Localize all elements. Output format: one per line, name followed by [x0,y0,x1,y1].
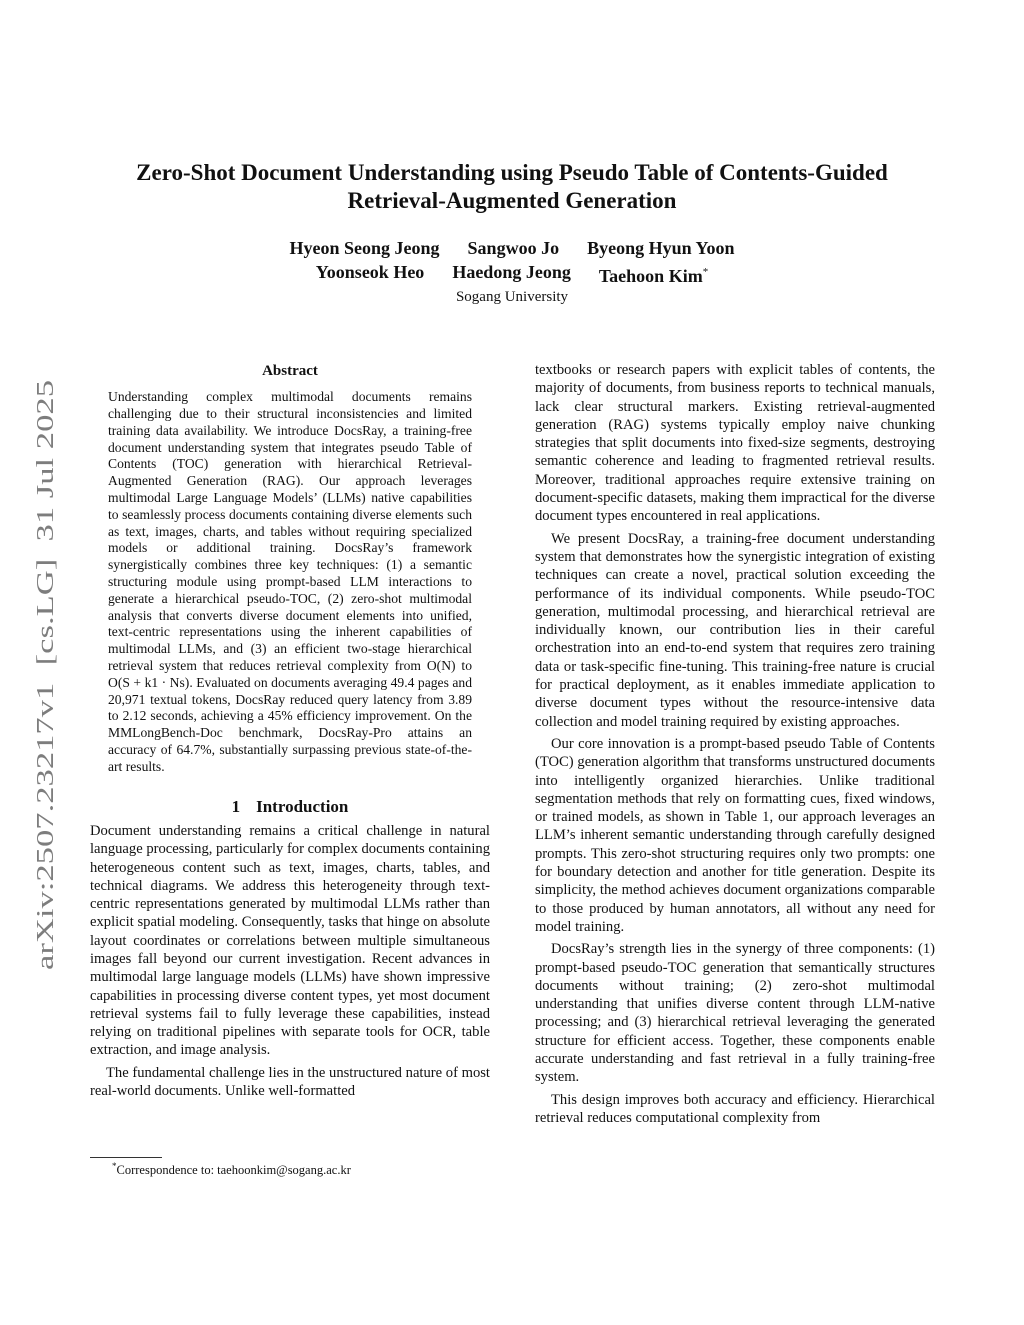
author-name: Hyeon Seong Jeong [289,238,440,258]
footnote-mark: * [112,1161,117,1171]
footnote [112,1161,351,1178]
body-paragraph: textbooks or research papers with explicit tables of contents, the majority of documents, from business reports to technical manuals, lack clear structural markers. Existing retrieval-augmented generation (RAG) systems typically employ naive chunking strategies that split documents into fixed-size segments, destroying semantic coherence and leading to fragmented retrieval results. Moreover, traditional approaches require extensive training on document-specific datasets, making them impractical for the diverse document types encountered in real applications. [535,362,935,525]
author-name: Sangwoo Jo [467,238,560,258]
author-row-1 [80,236,944,260]
abstract-text: Understanding complex multimodal documents remains challenging due to their structural inconsistencies and limited training data availability. We introduce DocsRay, a training-free document understanding system that integrates pseudo Table of Contents (TOC) generation with hierarchical Retrieval-Augmented Generation (RAG). Our approach leverages multimodal Large Language Models’ (LLMs) native capabilities to seamlessly process documents containing diverse elements such as text, images, charts, and tables without requiring specialized models or additional training. DocsRay’s framework synergistically combines three key techniques: (1) a semantic structuring module using prompt-based LLM interactions to generate a hierarchical pseudo-TOC, (2) zero-shot multimodal analysis that converts diverse document elements into unified, text-centric representations using the inherent capabilities of multimodal LLMs, and (3) an efficient two-stage hierarchical retrieval system that reduces retrieval complexity from O(N) to O(S + k1 · Ns). Evaluated on documents averaging 49.4 pages and 20,971 textual tokens, DocsRay reduced query latency from 3.89 to 2.12 seconds, achieving a 45% efficiency improvement. On the MMLongBench-Doc benchmark, DocsRay-Pro attains an accuracy of 64.7%, substantially surpassing previous state-of-the-art results. [108,389,472,774]
section-title: Introduction [256,796,349,816]
author-name-corresponding: Taehoon Kim* [598,266,709,286]
intro-paragraph: Document understanding remains a critical challenge in natural language processing, particularly for complex documents containing heterogeneous content such as text, images, charts, tables, and technical diagrams. We address this heterogeneity through text-centric representations generated by multimodal LLMs rather than explicit spatial modeling. Consequently, tasks that hinge on absolute layout coordinates or correlations between multiple simultaneous images fall beyond our current investigation. Recent advances in multimodal large language models (LLMs) have shown impressive capabilities in processing diverse content types, yet most document retrieval systems fail to fully leverage these capabilities, instead relying on traditional pipelines with separate tools for OCR, table extraction, and image analysis. [90,822,490,1059]
arxiv-identifier-text: arXiv:2507.23217v1 [cs.LG] 31 Jul 2025 [33,560,59,970]
affiliation: Sogang University [455,289,569,305]
abstract-heading: Abstract [262,363,318,379]
footnote-text: Correspondence to: taehoonkim@sogang.ac.kr [116,1163,351,1178]
author-block [80,236,944,288]
body-paragraph: This design improves both accuracy and efficiency. Hierarchical retrieval reduces computational complexity from [535,1091,935,1126]
intro-paragraph: The fundamental challenge lies in the unstructured nature of most real-world documents. Unlike well-formatted [90,1064,490,1100]
paper-title [80,159,944,215]
corresponding-mark: * [702,266,709,278]
arxiv-identifier [33,380,59,970]
section-heading [90,798,490,816]
author-row-2 [80,260,944,288]
right-column [535,361,935,1127]
author-name: Yoonseok Heo [315,262,425,282]
footnote-rule [90,1157,162,1158]
body-paragraph: Our core innovation is a prompt-based pseudo Table of Contents (TOC) generation algorithm that transforms unstructured documents into intelligently organized hierarchies. Unlike traditional segmentation methods that rely on formatting cues, fixed windows, or trained models, as shown in Table 1, our approach leverages an LLM’s inherent semantic understanding through carefully designed prompts. This zero-shot structuring requires only two prompts: one for boundary detection and another for title generation. Despite its simplicity, the method achieves document organizations comparable to those produced by human annotators, all without any need for model training. [535,735,935,935]
body-paragraph: We present DocsRay, a training-free document understanding system that demonstrates how the synergistic integration of existing techniques can create a novel, practical solution exceeding the performance of its individual components. While pseudo-TOC generation, multimodal processing, and hierarchical retrieval are individually known, our contribution lies in their careful orchestration into an end-to-end system that requires zero training data or task-specific fine-tuning. This training-free nature is crucial for practical deployment, as it enables immediate application to diverse document types without the resource-intensive data collection and model training required by existing approaches. [535,530,935,730]
left-column [90,362,490,1100]
section-number: 1 [231,796,241,816]
title-line-2: Retrieval-Augmented Generation [347,188,677,213]
body-paragraph: DocsRay’s strength lies in the synergy of three components: (1) prompt-based pseudo-TOC generation that semantically structures documents without training; (2) zero-shot multimodal understanding that unifies diverse content through LLM-native processing; and (3) hierarchical retrieval leveraging the generated structure for efficient access. Together, these components enable accurate understanding and fast retrieval in a fully training-free system. [535,941,935,1086]
author-name: Byeong Hyun Yoon [587,238,735,258]
author-name: Haedong Jeong [452,262,571,282]
title-line-1: Zero-Shot Document Understanding using Pseudo Table of Contents-Guided [136,160,888,185]
